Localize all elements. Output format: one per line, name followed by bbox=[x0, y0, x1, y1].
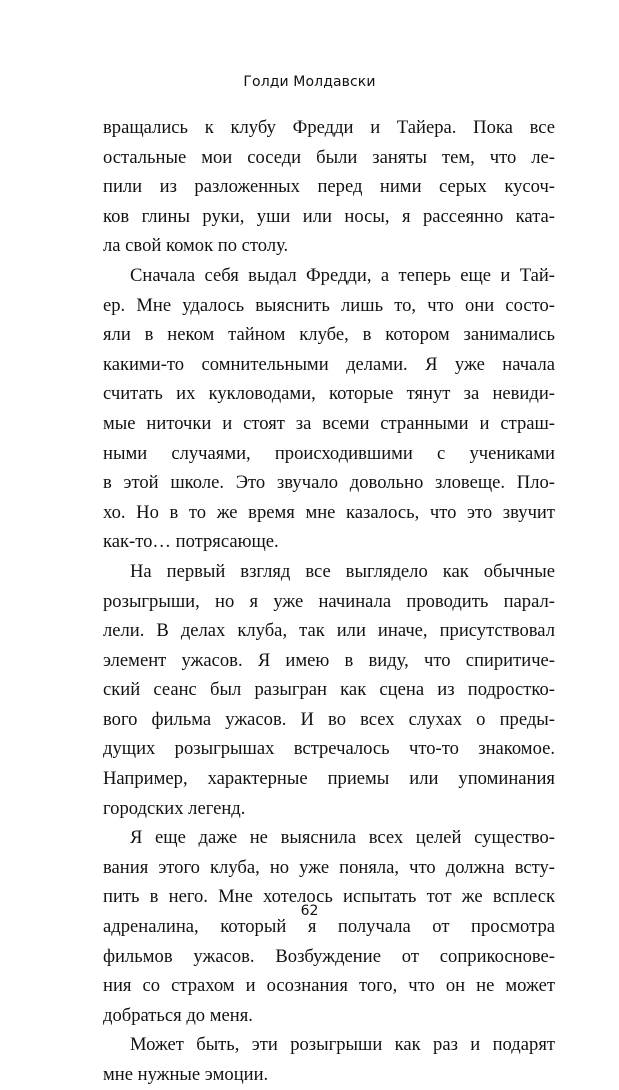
text-line: ков глины руки, уши или носы, я рассеянно ката- bbox=[103, 205, 555, 227]
paragraph bbox=[103, 261, 555, 557]
text-line: мне нужные эмоции. bbox=[103, 1064, 269, 1085]
paragraph bbox=[103, 113, 555, 261]
text-line: дущих розыгрышах встречалось что-то знакомое. bbox=[103, 738, 555, 760]
text-line: ский сеанс был разыгран как сцена из подростко- bbox=[103, 679, 555, 701]
text-line: как-то… потрясающе. bbox=[103, 531, 279, 553]
text-line: ер. Мне удалось выяснить лишь то, что они состо- bbox=[103, 294, 555, 316]
book-text bbox=[103, 113, 555, 1090]
text-line: остальные мои соседи были заняты тем, что ле- bbox=[103, 146, 555, 168]
text-line: Например, характерные приемы или упоминания bbox=[103, 768, 555, 790]
text-line: фильмов ужасов. Возбуждение от соприкоснове- bbox=[103, 945, 555, 967]
text-line: добраться до меня. bbox=[103, 1004, 253, 1026]
text-line: пить в него. Мне хотелось испытать тот же всплеск bbox=[103, 886, 555, 908]
text-line: элемент ужасов. Я имею в виду, что спиритиче- bbox=[103, 649, 555, 671]
text-line: розыгрыши, но я уже начинала проводить парал- bbox=[103, 590, 555, 612]
text-line: какими-то сомнительными делами. Я уже начала bbox=[103, 353, 555, 375]
text-line: яли в неком тайном клубе, в котором занимались bbox=[103, 324, 555, 346]
paragraph bbox=[103, 557, 555, 823]
text-line: лели. В делах клуба, так или иначе, присутствовал bbox=[103, 620, 555, 642]
page-number: 62 bbox=[300, 903, 319, 919]
running-head: Голди Молдавски bbox=[243, 74, 376, 90]
text-line: вращались к клубу Фредди и Тайера. Пока все bbox=[103, 117, 555, 138]
text-line: вого фильма ужасов. И во всех слухах о преды- bbox=[103, 708, 555, 730]
paragraph bbox=[103, 823, 555, 1030]
text-line: Может быть, эти розыгрыши как раз и подарят bbox=[130, 1034, 555, 1056]
text-line: Я еще даже не выяснила всех целей существо- bbox=[130, 827, 555, 849]
text-line: ла свой комок по столу. bbox=[103, 235, 289, 257]
text-line: хо. Но в то же время мне казалось, что это звучит bbox=[103, 501, 555, 523]
text-line: вания этого клуба, но уже поняла, что должна всту- bbox=[103, 856, 555, 878]
text-line: в этой школе. Это звучало довольно зловеще. Пло- bbox=[103, 472, 555, 494]
text-line: ными случаями, происходившими с учениками bbox=[103, 442, 555, 464]
text-line: Сначала себя выдал Фредди, а теперь еще и Тай- bbox=[130, 264, 555, 286]
text-line: ния со страхом и осознания того, что он не может bbox=[103, 975, 555, 997]
text-line: пили из разложенных перед ними серых кусоч- bbox=[103, 176, 555, 198]
text-line: считать их кукловодами, которые тянут за невиди- bbox=[103, 383, 555, 405]
text-line: мые ниточки и стоят за всеми странными и страш- bbox=[103, 412, 555, 434]
paragraph bbox=[103, 1030, 555, 1089]
text-line: городских легенд. bbox=[103, 797, 246, 819]
text-line: адреналина, который я получала от просмотра bbox=[103, 916, 555, 938]
text-line: На первый взгляд все выглядело как обычные bbox=[130, 560, 555, 582]
